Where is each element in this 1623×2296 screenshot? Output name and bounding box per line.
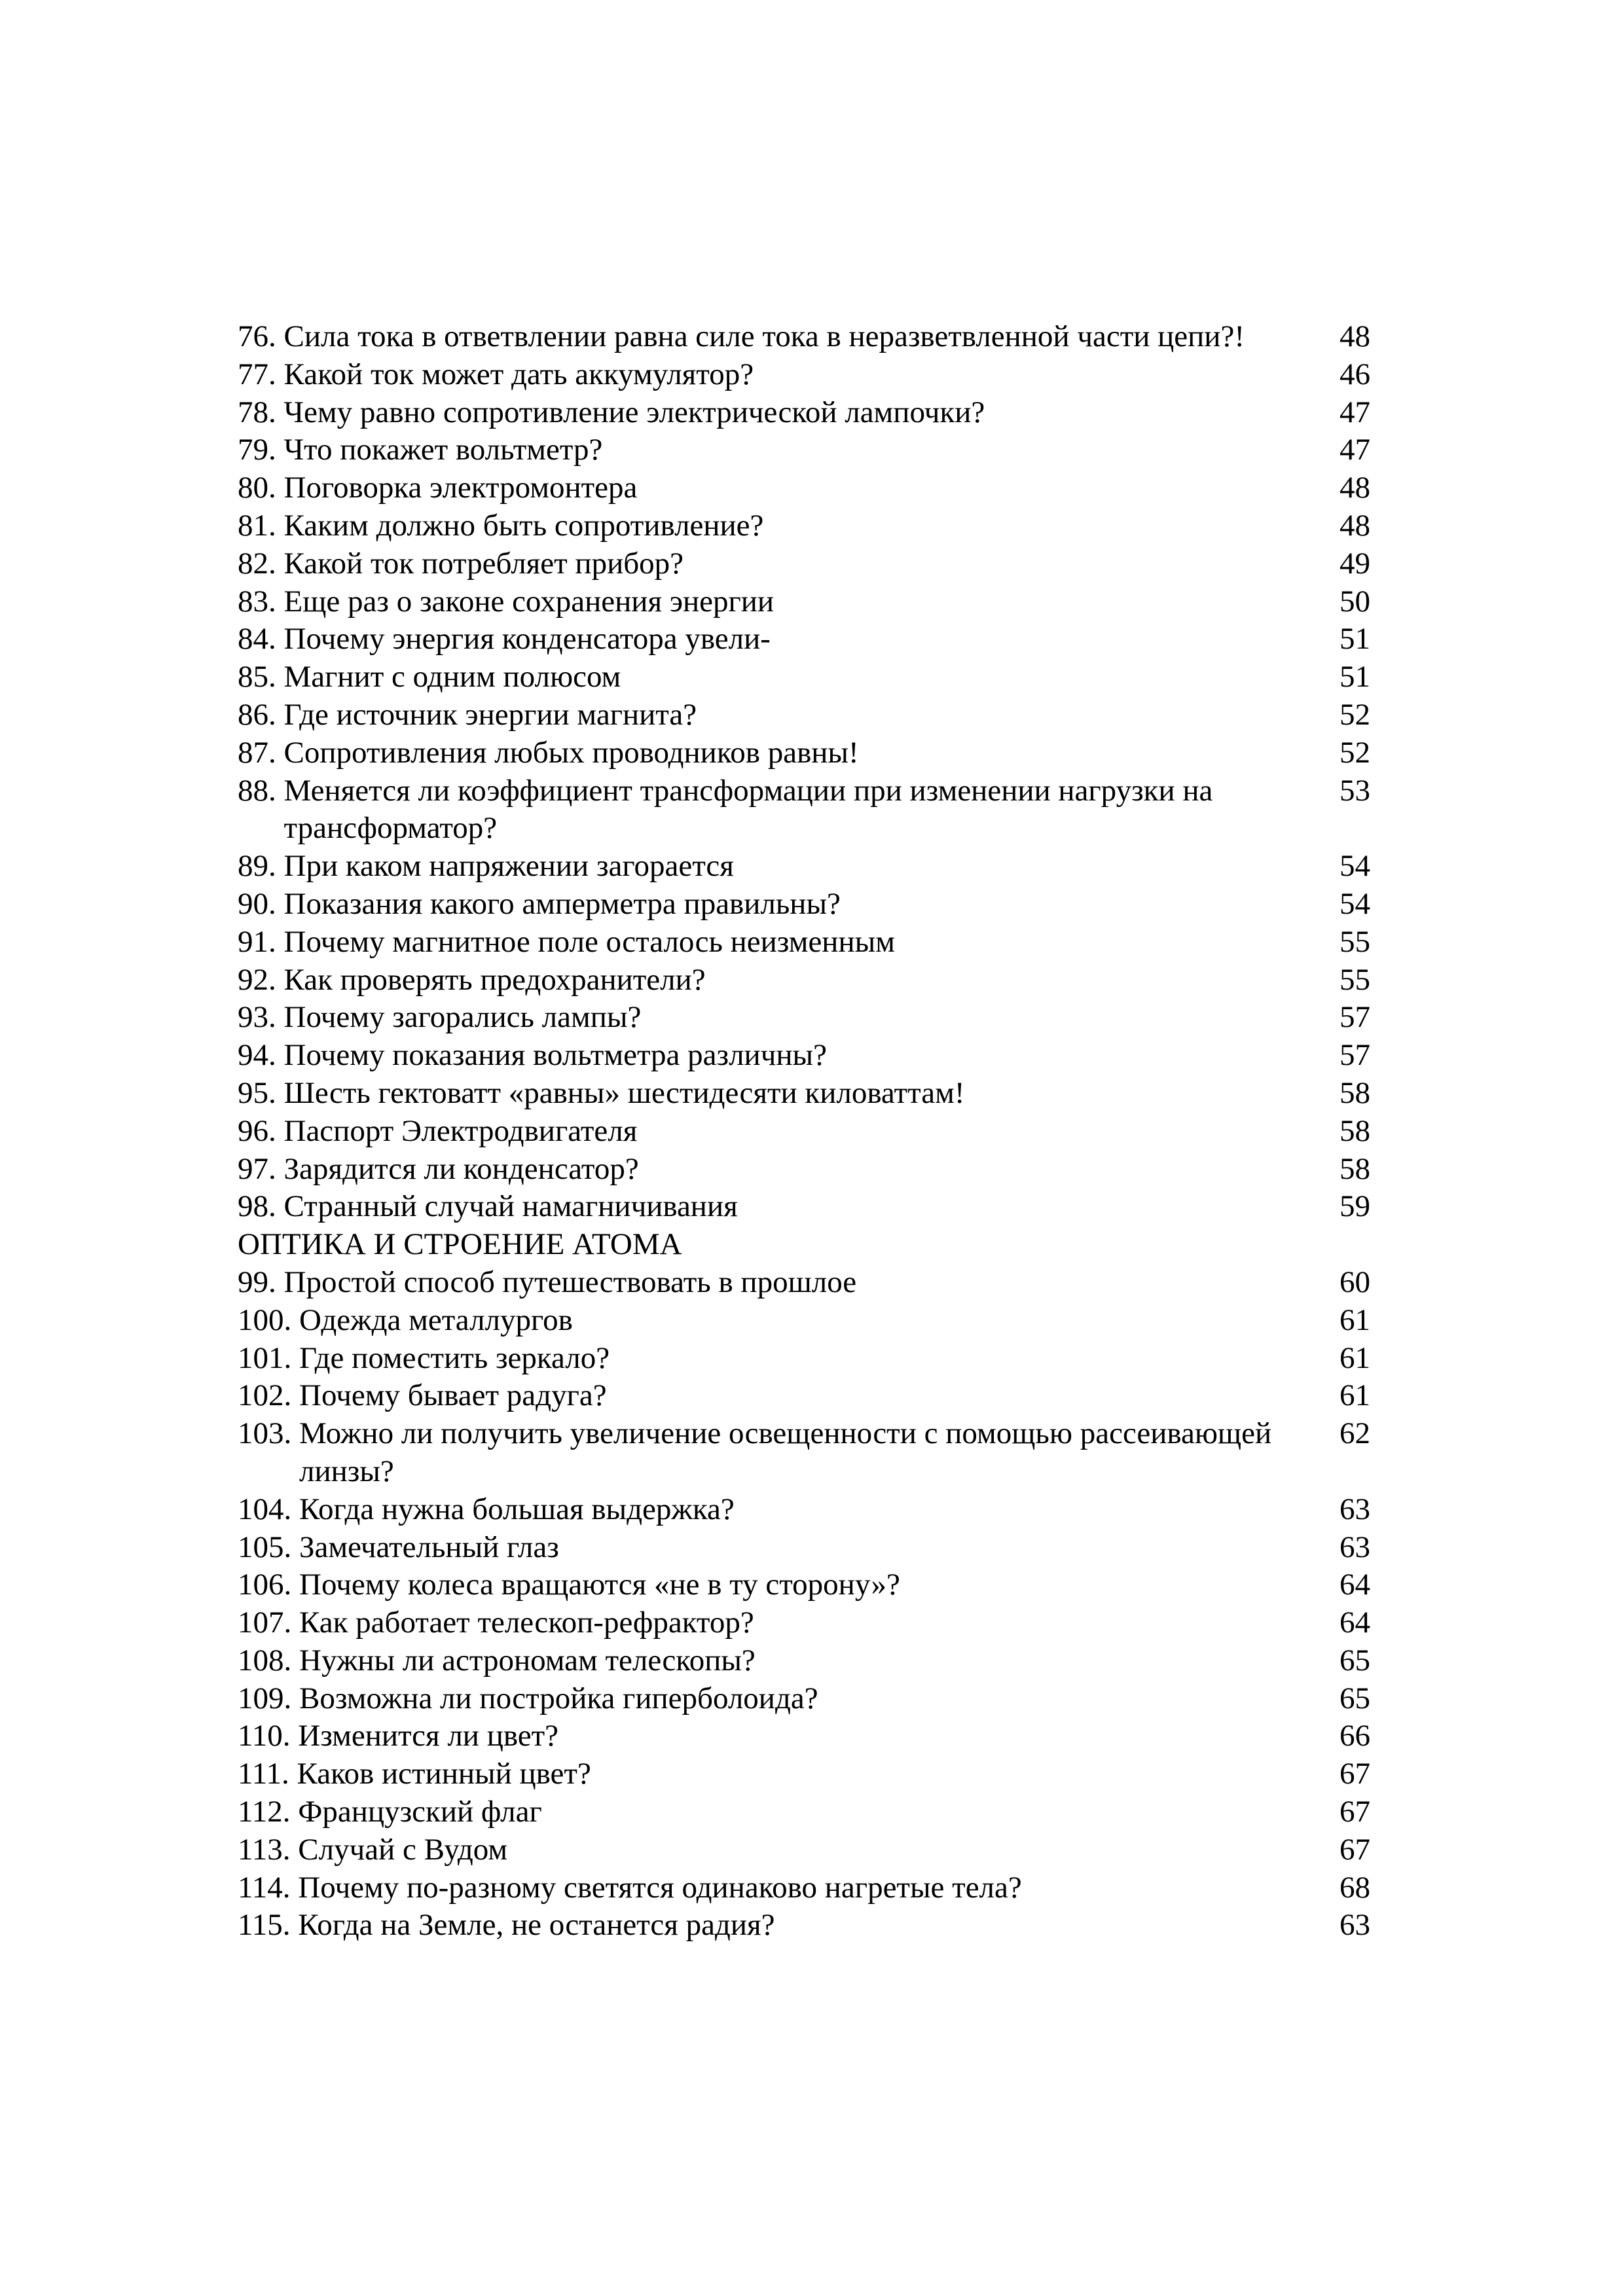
toc-entry-text: [238, 394, 1324, 432]
toc-entry-text: [238, 356, 1324, 394]
toc-entry: [238, 1264, 1370, 1302]
toc-entry-text: [238, 1869, 1324, 1907]
toc-entry-title: Паспорт Электродвигателя: [283, 1113, 638, 1148]
toc-entry-text: [238, 1907, 1324, 1945]
toc-entry-page: 58: [1340, 1075, 1370, 1110]
toc-entry-text: [238, 1831, 1324, 1869]
toc-entry-number: 110.: [238, 1719, 299, 1753]
toc-entry-number: 100.: [238, 1302, 299, 1337]
toc-entry: [238, 1755, 1370, 1793]
toc-entry-number: 103.: [238, 1416, 299, 1451]
toc-entry-text: [238, 1264, 1324, 1302]
toc-entry: [238, 772, 1370, 848]
toc-entry-text: [238, 696, 1324, 734]
toc-entry-text: [238, 1680, 1324, 1718]
toc-entry-title: Почему колеса вращаются «не в ту сторону»?: [299, 1568, 900, 1602]
toc-entry-page: 59: [1340, 1189, 1370, 1224]
toc-entry-number: 95.: [238, 1075, 284, 1110]
toc-entry-text: [238, 1113, 1324, 1151]
toc-entry-title: Почему энергия конденсатора увели-: [283, 622, 771, 656]
toc-entry-text: [238, 545, 1324, 583]
toc-entry-title: Каким должно быть сопротивление?: [283, 508, 764, 543]
toc-entry-page: 57: [1340, 1000, 1370, 1035]
toc-entry-title: Каков истинный цвет?: [297, 1757, 591, 1791]
toc-entry-title: Магнит с одним полюсом: [283, 660, 621, 694]
toc-entry-number: 113.: [238, 1832, 299, 1867]
toc-entry-number: 106.: [238, 1568, 299, 1602]
toc-entry-title: Почему магнитное поле осталось неизменным: [283, 924, 895, 959]
toc-entry-text: [238, 1151, 1324, 1189]
toc-entry-title: Показания какого амперметра правильны?: [283, 886, 841, 921]
toc-entry-number: 102.: [238, 1378, 299, 1413]
toc-entry-number: 112.: [238, 1795, 299, 1829]
toc-entry-number: 87.: [238, 735, 284, 770]
toc-entry-number: 79.: [238, 433, 284, 467]
toc-entry-title: Простой способ путешествовать в прошлое: [283, 1265, 857, 1299]
toc-entry-number: 90.: [238, 886, 284, 921]
toc-entry-page: 61: [1340, 1302, 1370, 1337]
toc-entry-text: [238, 1340, 1324, 1378]
toc-entry: [238, 583, 1370, 621]
toc-entry-page: 46: [1340, 357, 1370, 391]
toc-entry-page: 48: [1340, 508, 1370, 543]
toc-entry: [238, 1680, 1370, 1718]
toc-entry: [238, 318, 1370, 356]
toc-entry-page: 49: [1340, 546, 1370, 581]
toc-entry-number: 109.: [238, 1681, 299, 1715]
toc-entry-number: 98.: [238, 1189, 284, 1224]
toc-entry-page: 63: [1340, 1492, 1370, 1526]
toc-entry-text: [238, 1717, 1324, 1755]
toc-entry-page: 54: [1340, 849, 1370, 884]
toc-entry-title: Можно ли получить увеличение освещенности с помощью рассеивающей линзы?: [299, 1416, 1272, 1488]
toc-entry-title: Замечательный глаз: [299, 1530, 559, 1564]
toc-entry-page: 60: [1340, 1265, 1370, 1299]
toc-entry-page: 57: [1340, 1038, 1370, 1073]
toc-entry-text: [238, 620, 1324, 658]
toc-entry: [238, 1188, 1370, 1226]
toc-entry: [238, 1340, 1370, 1378]
toc-entry: [238, 1717, 1370, 1755]
toc-entry-number: 77.: [238, 357, 284, 391]
toc-entry-title: Как проверять предохранители?: [283, 962, 706, 997]
toc-entry-title: Поговорка электромонтера: [283, 471, 638, 505]
toc-entry-page: 66: [1340, 1719, 1370, 1753]
toc-entry-text: [238, 1491, 1324, 1529]
toc-entry-number: 101.: [238, 1340, 299, 1375]
toc-entry: [238, 1566, 1370, 1604]
toc-entry-title: Где источник энергии магнита?: [283, 697, 697, 732]
toc-entry-number: 99.: [238, 1265, 284, 1299]
toc-entry-title: Где поместить зеркало?: [299, 1340, 610, 1375]
toc-entry: [238, 1491, 1370, 1529]
toc-entry-page: 48: [1340, 319, 1370, 353]
toc-entry-text: [238, 886, 1324, 924]
toc-entry-title: Что покажет вольтметр?: [283, 433, 603, 467]
toc-entry-text: [238, 658, 1324, 696]
toc-entry-page: 64: [1340, 1605, 1370, 1640]
toc-entry-page: 65: [1340, 1681, 1370, 1715]
toc-entry-number: 78.: [238, 395, 284, 429]
toc-entry-page: 55: [1340, 962, 1370, 997]
toc-entry-page: 61: [1340, 1378, 1370, 1413]
toc-entry: [238, 1075, 1370, 1113]
toc-entry-text: [238, 1075, 1324, 1113]
toc-entry: [238, 1302, 1370, 1340]
toc-entry: [238, 1831, 1370, 1869]
toc-entry-number: 97.: [238, 1151, 284, 1186]
toc-entry-title: Когда на Земле, не останется радия?: [298, 1908, 775, 1943]
toc-group-electricity: [238, 318, 1370, 1226]
toc-entry: [238, 1529, 1370, 1567]
toc-entry-title: Почему по-разному светятся одинаково нагретые тела?: [298, 1870, 1022, 1905]
toc-entry-number: 82.: [238, 546, 284, 581]
toc-entry-title: Сила тока в ответвлении равна силе тока в неразветвленной части цепи?!: [283, 319, 1245, 353]
toc-entry-text: [238, 772, 1324, 848]
toc-entry-title: Странный случай намагничивания: [283, 1189, 738, 1224]
toc-entry-text: [238, 1755, 1324, 1793]
toc-entry-text: [238, 961, 1324, 999]
toc-entry-number: 111.: [238, 1757, 297, 1791]
toc-entry: [238, 356, 1370, 394]
toc-entry-text: [238, 999, 1324, 1037]
toc-entry-title: Возможна ли постройка гиперболоида?: [299, 1681, 818, 1715]
toc-entry-number: 81.: [238, 508, 284, 543]
toc-group-optics: [238, 1264, 1370, 1945]
toc-entry: [238, 1037, 1370, 1075]
toc-entry-title: Зарядится ли конденсатор?: [283, 1151, 639, 1186]
toc-entry-text: [238, 1037, 1324, 1075]
toc-entry: [238, 1151, 1370, 1189]
toc-entry: [238, 658, 1370, 696]
toc-entry-title: Какой ток потребляет прибор?: [283, 546, 684, 581]
toc-entry-page: 50: [1340, 584, 1370, 619]
toc-entry: [238, 1642, 1370, 1680]
toc-entry: [238, 886, 1370, 924]
toc-entry-title: Случай с Вудом: [298, 1832, 508, 1867]
toc-entry-title: Нужны ли астрономам телескопы?: [299, 1643, 756, 1677]
toc-entry: [238, 431, 1370, 469]
toc-entry-page: 47: [1340, 395, 1370, 429]
toc-entry-title: Французский флаг: [298, 1795, 542, 1829]
toc-entry-page: 48: [1340, 471, 1370, 505]
toc-entry-number: 92.: [238, 962, 284, 997]
toc-entry-number: 105.: [238, 1530, 299, 1564]
toc-entry-number: 86.: [238, 697, 284, 732]
toc-entry-title: Почему загорались лампы?: [283, 1000, 642, 1035]
toc-entry-text: [238, 734, 1324, 772]
toc-entry-text: [238, 1642, 1324, 1680]
toc-entry: [238, 961, 1370, 999]
toc-entry: [238, 848, 1370, 886]
toc-entry: [238, 999, 1370, 1037]
toc-entry-number: 104.: [238, 1492, 299, 1526]
toc-entry-page: 55: [1340, 924, 1370, 959]
toc-entry-title: Почему показания вольтметра различны?: [283, 1038, 827, 1073]
toc-entry-number: 114.: [238, 1870, 299, 1905]
toc-entry: [238, 507, 1370, 545]
toc-entry-text: [238, 469, 1324, 507]
toc-entry-number: 83.: [238, 584, 284, 619]
toc-entry-text: [238, 1604, 1324, 1642]
toc-entry: [238, 734, 1370, 772]
toc-entry-title: Одежда металлургов: [299, 1302, 573, 1337]
toc-entry-title: Сопротивления любых проводников равны!: [283, 735, 859, 770]
toc-entry-page: 62: [1340, 1416, 1370, 1451]
toc-entry-number: 84.: [238, 622, 284, 656]
section-heading: ОПТИКА И СТРОЕНИЕ АТОМА: [238, 1227, 682, 1262]
toc-entry: [238, 924, 1370, 961]
toc-entry-page: 52: [1340, 697, 1370, 732]
toc-entry-number: 89.: [238, 849, 284, 884]
toc-entry-page: 51: [1340, 622, 1370, 656]
toc-entry-page: 63: [1340, 1530, 1370, 1564]
toc-entry-page: 67: [1340, 1832, 1370, 1867]
toc-entry-text: [238, 1377, 1324, 1415]
toc-entry-number: 80.: [238, 471, 284, 505]
toc-entry-title: Какой ток может дать аккумулятор?: [283, 357, 754, 391]
toc-entry-text: [238, 924, 1324, 961]
toc-entry-text: [238, 507, 1324, 545]
toc-entry-page: 47: [1340, 433, 1370, 467]
toc-entry-text: [238, 1793, 1324, 1831]
toc-entry-title: Чему равно сопротивление электрической лампочки?: [283, 395, 985, 429]
toc-entry-number: 94.: [238, 1038, 284, 1073]
toc-entry-text: [238, 1415, 1324, 1491]
toc-entry-page: 67: [1340, 1795, 1370, 1829]
toc-entry: [238, 1415, 1370, 1491]
toc-entry-text: [238, 1302, 1324, 1340]
toc-entry-number: 76.: [238, 319, 284, 353]
toc-entry-page: 68: [1340, 1870, 1370, 1905]
toc-entry-title: Меняется ли коэффициент трансформации при изменении нагрузки на трансформатор?: [283, 773, 1213, 846]
toc-entry: [238, 469, 1370, 507]
toc-entry-text: [238, 583, 1324, 621]
toc-entry-page: 65: [1340, 1643, 1370, 1677]
toc-entry-title: Когда нужна большая выдержка?: [299, 1492, 735, 1526]
toc-entry-number: 85.: [238, 660, 284, 694]
toc-entry: [238, 1869, 1370, 1907]
toc-entry-title: Как работает телескоп-рефрактор?: [299, 1605, 754, 1640]
toc-entry-text: [238, 848, 1324, 886]
toc-entry-text: [238, 1529, 1324, 1567]
toc-entry: [238, 394, 1370, 432]
toc-entry-number: 93.: [238, 1000, 284, 1035]
table-of-contents: [238, 318, 1370, 1945]
toc-entry-number: 107.: [238, 1605, 299, 1640]
toc-entry-number: 88.: [238, 773, 284, 808]
toc-entry-page: 58: [1340, 1151, 1370, 1186]
toc-entry-title: При каком напряжении загорается: [283, 849, 734, 884]
toc-entry-title: Еще раз о законе сохранения энергии: [283, 584, 775, 619]
toc-entry-page: 64: [1340, 1568, 1370, 1602]
toc-entry-text: [238, 1188, 1324, 1226]
toc-entry-page: 61: [1340, 1340, 1370, 1375]
toc-entry-page: 67: [1340, 1757, 1370, 1791]
toc-entry: [238, 545, 1370, 583]
toc-entry-page: 51: [1340, 660, 1370, 694]
toc-entry-number: 96.: [238, 1113, 284, 1148]
toc-entry-number: 115.: [238, 1908, 299, 1943]
toc-entry-page: 54: [1340, 886, 1370, 921]
toc-entry-title: Шесть гектоватт «равны» шестидесяти киловаттам!: [283, 1075, 965, 1110]
toc-entry: [238, 1604, 1370, 1642]
toc-entry: [238, 1793, 1370, 1831]
toc-entry-number: 91.: [238, 924, 284, 959]
toc-entry-page: 52: [1340, 735, 1370, 770]
toc-entry: [238, 696, 1370, 734]
toc-entry-number: 108.: [238, 1643, 299, 1677]
toc-entry-title: Почему бывает радуга?: [299, 1378, 607, 1413]
toc-entry-title: Изменится ли цвет?: [298, 1719, 559, 1753]
toc-entry: [238, 1377, 1370, 1415]
toc-entry-page: 53: [1340, 773, 1370, 808]
toc-entry: [238, 1907, 1370, 1945]
toc-entry: [238, 620, 1370, 658]
toc-entry-text: [238, 1566, 1324, 1604]
toc-entry-text: [238, 318, 1324, 356]
toc-entry: [238, 1113, 1370, 1151]
toc-entry-page: 63: [1340, 1908, 1370, 1943]
toc-entry-page: 58: [1340, 1113, 1370, 1148]
toc-entry-text: [238, 431, 1324, 469]
